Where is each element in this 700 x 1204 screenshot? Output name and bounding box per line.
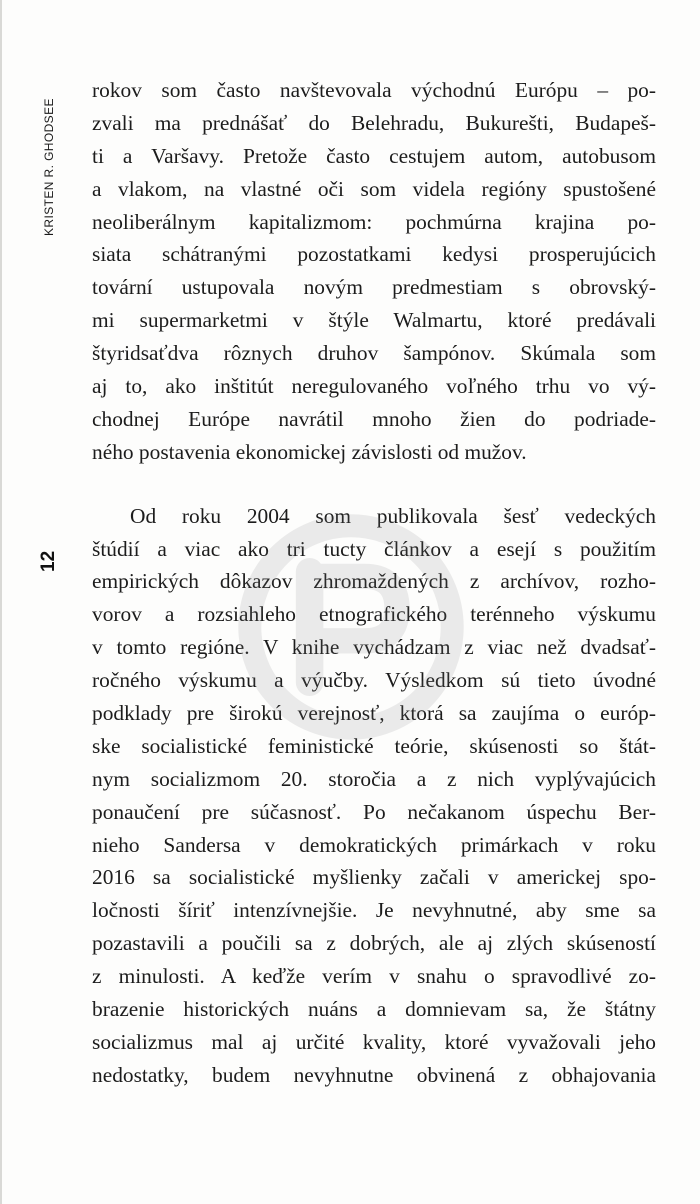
text-line: aj to, ako inštitút neregulovaného voľného trhu vo vý- bbox=[92, 374, 656, 399]
text-line: ske socialistické feministické teórie, skúsenosti so štát- bbox=[92, 733, 656, 758]
text-line: podklady pre širokú verejnosť, ktorá sa zaujíma o európ- bbox=[92, 701, 656, 726]
text-line: socializmus mal aj určité kvality, ktoré vyvažovali jeho bbox=[92, 1029, 656, 1054]
text-line: Od roku 2004 som publikovala šesť vedeckých bbox=[130, 503, 656, 528]
text-line: ponaučení pre súčasnosť. Po nečakanom úspechu Ber- bbox=[92, 799, 656, 824]
body-text bbox=[92, 74, 656, 1092]
text-line: siata schátranými pozostatkami kedysi prosperujúcich bbox=[92, 242, 656, 267]
text-line: ločnosti šíriť intenzívnejšie. Je nevyhnutné, aby sme sa bbox=[92, 898, 656, 923]
text-line: pozastavili a poučili sa z dobrých, ale aj zlých skúseností bbox=[92, 931, 656, 956]
text-line: štúdií a viac ako tri tucty článkov a esejí s použitím bbox=[92, 536, 656, 561]
text-line: tovární ustupovala novým predmestiam s obrovský- bbox=[92, 275, 656, 300]
text-line: mi supermarketmi v štýle Walmartu, ktoré predávali bbox=[92, 308, 656, 333]
text-line: rokov som často navštevovala východnú Európu – po- bbox=[92, 78, 656, 102]
text-line: štyridsaťdva rôznych druhov šampónov. Skúmala som bbox=[92, 341, 656, 366]
text-line: v tomto regióne. V knihe vychádzam z viac než dvadsať- bbox=[92, 635, 656, 660]
text-line: a vlakom, na vlastné oči som videla regióny spustošené bbox=[92, 176, 656, 201]
text-line: nym socializmom 20. storočia a z nich vyplývajúcich bbox=[92, 766, 656, 791]
text-line: chodnej Európe navrátil mnoho žien do podriade- bbox=[92, 406, 656, 431]
text-line: ti a Varšavy. Pretože často cestujem autom, autobusom bbox=[92, 143, 656, 168]
text-line: empirických dôkazov zhromaždených z archívov, rozho- bbox=[92, 569, 656, 594]
paragraph-gap bbox=[92, 469, 656, 500]
text-line: brazenie historických nuáns a domnievam sa, že štátny bbox=[92, 997, 656, 1022]
text-line: zvali ma prednášať do Belehradu, Bukurešti, Budapeš- bbox=[92, 110, 656, 135]
paragraph-1 bbox=[92, 74, 656, 469]
text-line: vorov a rozsiahleho etnografického terénneho výskumu bbox=[92, 602, 656, 627]
text-line: ného postavenia ekonomickej závislosti od mužov. bbox=[92, 439, 527, 464]
text-line: z minulosti. A keďže verím v snahu o spravodlivé zo- bbox=[92, 964, 656, 989]
text-line: ročného výskumu a výučby. Výsledkom sú tieto úvodné bbox=[92, 668, 656, 693]
page-number: 12 bbox=[38, 550, 59, 572]
paragraph-2 bbox=[92, 500, 656, 1092]
page-edge bbox=[0, 0, 2, 1204]
text-line: nedostatky, budem nevyhnutne obvinená z obhajovania bbox=[92, 1062, 656, 1087]
running-head-author: KRISTEN R. GHODSEE bbox=[42, 98, 56, 236]
text-line: 2016 sa socialistické myšlienky začali v americkej spo- bbox=[92, 865, 656, 890]
text-line: nieho Sandersa v demokratických primárkach v roku bbox=[92, 832, 656, 857]
text-line: neoliberálnym kapitalizmom: pochmúrna krajina po- bbox=[92, 209, 656, 234]
